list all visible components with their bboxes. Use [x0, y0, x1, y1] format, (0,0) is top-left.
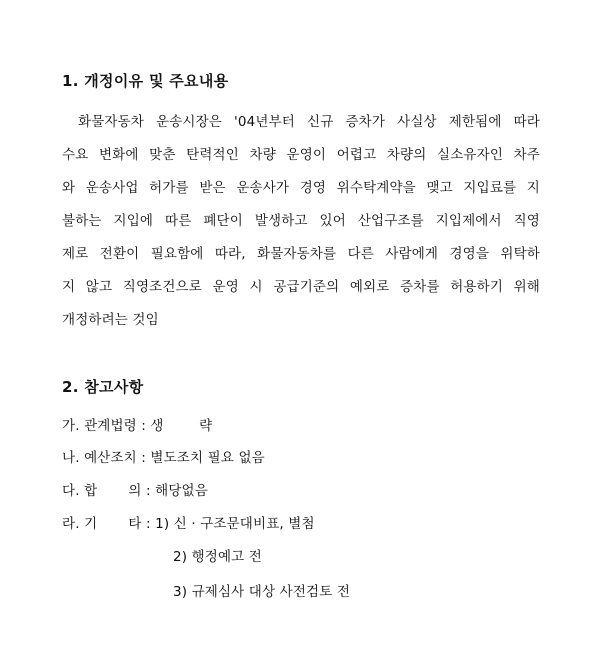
reference-item-laws: 가. 관계법령 : 생 략 — [62, 418, 213, 434]
section-1-line-3: 와 운송사업 허가를 받은 운송사가 경영 위수탁계약을 맺고 지입료를 지 — [62, 180, 540, 196]
section-2-title: 2. 참고사항 — [62, 378, 144, 396]
section-1-title: 1. 개정이유 및 주요내용 — [62, 72, 229, 90]
section-1-line-5: 제로 전환이 필요함에 따라, 화물자동차를 다른 사람에게 경영을 위탁하 — [62, 246, 540, 262]
section-1-line-2: 수요 변화에 맞춘 탄력적인 차량 운영이 어렵고 차량의 실소유자인 차주 — [62, 147, 540, 163]
section-1-line-7: 개정하려는 것임 — [62, 312, 159, 328]
reference-item-budget: 나. 예산조치 : 별도조치 필요 없음 — [62, 450, 265, 466]
reference-subitem-3: 3) 규제심사 대상 사전검토 전 — [173, 584, 351, 600]
section-1-line-6: 지 않고 직영조건으로 운영 시 공급기준의 예외로 증차를 허용하기 위해 — [62, 279, 540, 295]
reference-item-other: 라. 기 타 : 1) 신 · 구조문대비표, 별첨 — [62, 516, 315, 532]
section-1-line-1: 화물자동차 운송시장은 '04년부터 신규 증차가 사실상 제한됨에 따라 — [78, 114, 540, 130]
section-1-line-4: 불하는 지입에 따른 폐단이 발생하고 있어 산업구조를 지입제에서 직영 — [62, 213, 540, 229]
reference-item-consultation: 다. 합 의 : 해당없음 — [62, 483, 208, 499]
reference-subitem-2: 2) 행정예고 전 — [173, 549, 262, 565]
